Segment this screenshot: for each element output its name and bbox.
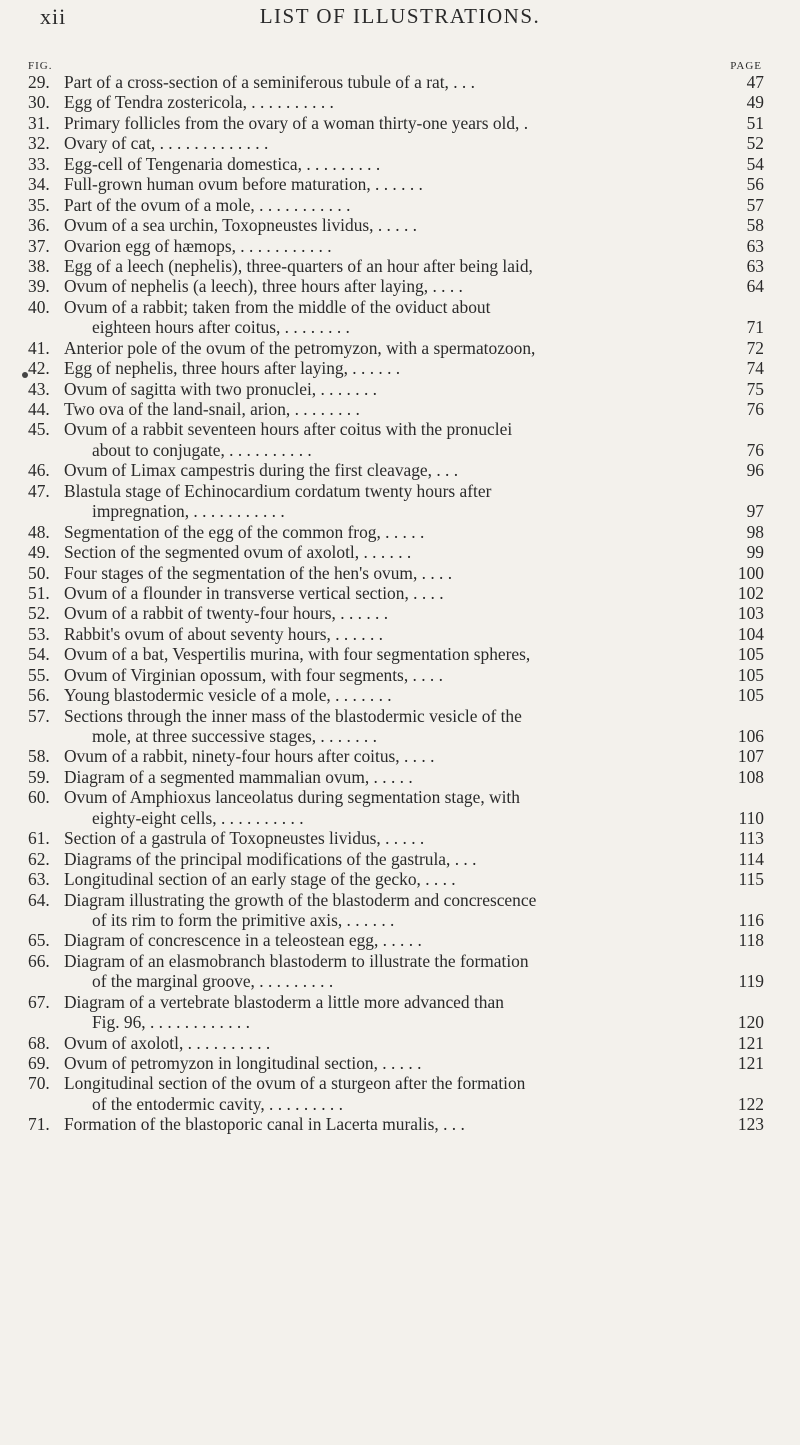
figure-number: 59. [28, 766, 50, 787]
figure-caption: Diagram of a segmented mammalian ovum, . . . . . [64, 766, 413, 787]
page-header [40, 0, 760, 40]
page-reference: 105 [737, 644, 764, 665]
figure-number: 52. [28, 603, 50, 624]
figure-caption: Diagrams of the principal modifications of the gastrula, . . . [64, 848, 477, 869]
list-item [0, 951, 800, 971]
figure-caption: Diagram of an elasmobranch blastoderm to illustrate the formation [64, 950, 529, 971]
figure-caption: Ovum of axolotl, . . . . . . . . . . [64, 1032, 271, 1053]
page-reference: 119 [738, 971, 764, 992]
figure-number: 64. [28, 889, 50, 910]
figure-caption: Four stages of the segmentation of the hen's ovum, . . . . [64, 562, 453, 583]
list-item [0, 256, 800, 276]
figure-number: 48. [28, 521, 50, 542]
list-item [0, 174, 800, 194]
figure-caption: Diagram illustrating the growth of the blastoderm and concrescence [64, 889, 537, 910]
figure-caption: Ovum of Limax campestris during the first cleavage, . . . [64, 460, 459, 481]
figure-caption: Ovum of a sea urchin, Toxopneustes lividus, . . . . . [64, 215, 417, 236]
figure-caption: Rabbit's ovum of about seventy hours, . . . . . . [64, 623, 384, 644]
page-reference: 121 [737, 1032, 764, 1053]
list-item [0, 726, 800, 746]
figure-caption: Full-grown human ovum before maturation, . . . . . . [64, 174, 423, 195]
page-reference: 114 [738, 848, 764, 869]
list-item [0, 1094, 800, 1114]
page-number: xii [40, 4, 67, 29]
figure-number: 68. [28, 1032, 50, 1053]
figure-caption: about to conjugate, . . . . . . . . . . [92, 439, 312, 460]
list-item [0, 195, 800, 215]
figure-number: 55. [28, 664, 50, 685]
figure-caption: Longitudinal section of the ovum of a sturgeon after the formation [64, 1073, 526, 1094]
figure-caption: Ovum of Virginian opossum, with four segments, . . . . [64, 664, 443, 685]
figure-caption: Egg of Tendra zostericola, . . . . . . . . . . [64, 92, 334, 113]
list-item [0, 358, 800, 378]
page-reference: 63 [746, 255, 764, 276]
list-item [0, 583, 800, 603]
figure-number: 65. [28, 930, 50, 951]
figure-number: 63. [28, 869, 50, 890]
page-reference: 71 [746, 317, 764, 338]
figure-caption: Blastula stage of Echinocardium cordatum twenty hours after [64, 480, 492, 501]
figure-number: 58. [28, 746, 50, 767]
page-reference: 54 [746, 153, 764, 174]
figure-caption: Ovary of cat, . . . . . . . . . . . . . [64, 133, 269, 154]
list-item [0, 215, 800, 235]
figure-number: 69. [28, 1053, 50, 1073]
figure-number: 71. [28, 1114, 50, 1135]
figure-number: 41. [28, 337, 50, 358]
list-item [0, 72, 800, 92]
figure-caption: Ovum of a rabbit seventeen hours after coitus with the pronuclei [64, 419, 513, 440]
list-item [0, 685, 800, 705]
figure-number: 54. [28, 644, 50, 665]
figure-number: 50. [28, 562, 50, 583]
list-item [0, 92, 800, 112]
figure-caption: Ovum of a rabbit, ninety-four hours after coitus, . . . . [64, 746, 435, 767]
list-item [0, 419, 800, 439]
list-item [0, 890, 800, 910]
page-reference: 104 [737, 623, 764, 644]
page-reference: 75 [746, 378, 764, 399]
figure-caption: Part of a cross-section of a seminiferous tubule of a rat, . . . [64, 72, 475, 92]
figure-caption: Ovum of sagitta with two pronuclei, . . . . . . . [64, 378, 377, 399]
illustration-list [0, 72, 800, 1135]
page-reference: 107 [737, 746, 764, 767]
page-reference: 98 [746, 521, 764, 542]
figure-number: 38. [28, 255, 50, 276]
list-item [0, 317, 800, 337]
page-reference: 102 [737, 582, 764, 603]
list-item [0, 133, 800, 153]
figure-number: 47. [28, 480, 50, 501]
page-reference: 115 [738, 869, 764, 890]
list-item [0, 338, 800, 358]
figure-number: 45. [28, 419, 50, 440]
figure-caption: Anterior pole of the ovum of the petromyzon, with a spermatozoon, [64, 337, 536, 358]
figure-caption: Formation of the blastoporic canal in Lacerta muralis, . . . [64, 1114, 465, 1135]
page-reference: 76 [746, 439, 764, 460]
list-item [0, 1012, 800, 1032]
figure-caption: of its rim to form the primitive axis, . . . . . . [92, 909, 395, 930]
list-item [0, 440, 800, 460]
figure-number: 42. [28, 358, 50, 379]
figure-number: 70. [28, 1073, 50, 1094]
figure-number: 29. [28, 72, 50, 92]
page-reference: 103 [737, 603, 764, 624]
page-reference: 123 [737, 1114, 764, 1135]
page-reference: 100 [737, 562, 764, 583]
page-reference: 76 [746, 399, 764, 419]
page-reference: 57 [746, 194, 764, 215]
figure-caption: Diagram of a vertebrate blastoderm a little more advanced than [64, 991, 504, 1012]
figure-caption: Ovum of a rabbit of twenty-four hours, . . . . . . [64, 603, 389, 624]
page-reference: 63 [746, 235, 764, 256]
figure-number: 51. [28, 582, 50, 603]
list-item [0, 746, 800, 766]
fig-column-label: FIG. [28, 60, 53, 72]
list-item [0, 767, 800, 787]
page-reference: 105 [737, 685, 764, 706]
figure-caption: Ovum of nephelis (a leech), three hours after laying, . . . . [64, 276, 463, 297]
figure-number: 61. [28, 828, 50, 849]
page-reference: 97 [746, 501, 764, 522]
list-item [0, 1053, 800, 1073]
figure-number: 66. [28, 950, 50, 971]
figure-caption: Sections through the inner mass of the blastodermic vesicle of the [64, 705, 522, 726]
list-item [0, 603, 800, 623]
list-item [0, 644, 800, 664]
page-reference: 58 [746, 215, 764, 236]
page-reference: 116 [738, 909, 764, 930]
figure-number: 43. [28, 378, 50, 399]
list-item [0, 971, 800, 991]
figure-number: 46. [28, 460, 50, 481]
figure-number: 53. [28, 623, 50, 644]
page-reference: 49 [746, 92, 764, 113]
figure-caption: Ovum of Amphioxus lanceolatus during segmentation stage, with [64, 787, 520, 808]
figure-caption: Part of the ovum of a mole, . . . . . . . . . . . [64, 194, 351, 215]
page-reference: 99 [746, 542, 764, 563]
figure-caption: Diagram of concrescence in a teleostean egg, . . . . . [64, 930, 422, 951]
figure-number: 31. [28, 112, 50, 133]
page-reference: 74 [746, 358, 764, 379]
list-item [0, 910, 800, 930]
page-reference: 47 [746, 72, 764, 92]
figure-number: 56. [28, 685, 50, 706]
list-item [0, 522, 800, 542]
list-item [0, 563, 800, 583]
figure-caption: eighty-eight cells, . . . . . . . . . . [92, 807, 304, 828]
list-item [0, 665, 800, 685]
figure-number: 36. [28, 215, 50, 236]
figure-number: 32. [28, 133, 50, 154]
page-reference: 120 [737, 1012, 764, 1033]
list-item [0, 460, 800, 480]
figure-number: 44. [28, 399, 50, 419]
page-reference: 122 [737, 1093, 764, 1114]
figure-number: 40. [28, 296, 50, 317]
figure-caption: Ovum of petromyzon in longitudinal section, . . . . . [64, 1053, 422, 1073]
list-item [0, 276, 800, 296]
page-reference: 52 [746, 133, 764, 154]
list-item [0, 113, 800, 133]
figure-number: 60. [28, 787, 50, 808]
list-item [0, 930, 800, 950]
figure-caption: Egg of a leech (nephelis), three-quarters of an hour after being laid, [64, 255, 533, 276]
list-item [0, 379, 800, 399]
figure-caption: Ovum of a bat, Vespertilis murina, with four segmentation spheres, [64, 644, 531, 665]
page-reference: 51 [746, 112, 764, 133]
figure-number: 34. [28, 174, 50, 195]
list-item [0, 154, 800, 174]
figure-caption: Segmentation of the egg of the common frog, . . . . . [64, 521, 425, 542]
list-item [0, 542, 800, 562]
figure-caption: Primary follicles from the ovary of a woman thirty-one years old, . [64, 112, 529, 133]
page-reference: 72 [746, 337, 764, 358]
figure-number: 37. [28, 235, 50, 256]
figure-number: 62. [28, 848, 50, 869]
page-column-label: PAGE [730, 60, 762, 72]
list-item [0, 297, 800, 317]
figure-caption: eighteen hours after coitus, . . . . . . . . [92, 317, 350, 338]
list-item [0, 706, 800, 726]
figure-number: 57. [28, 705, 50, 726]
figure-caption: Ovum of a flounder in transverse vertical section, . . . . [64, 582, 444, 603]
list-item [0, 1033, 800, 1053]
figure-caption: Section of the segmented ovum of axolotl, . . . . . . [64, 542, 412, 563]
list-item [0, 501, 800, 521]
list-item [0, 236, 800, 256]
figure-number: 49. [28, 542, 50, 563]
page-reference: 118 [738, 930, 764, 951]
figure-caption: Young blastodermic vesicle of a mole, . . . . . . . [64, 685, 392, 706]
figure-caption: of the marginal groove, . . . . . . . . . [92, 971, 334, 992]
figure-caption: Egg-cell of Tengenaria domestica, . . . . . . . . . [64, 153, 381, 174]
page-reference: 105 [737, 664, 764, 685]
page-reference: 113 [738, 828, 764, 849]
figure-number: 39. [28, 276, 50, 297]
list-item [0, 849, 800, 869]
page-reference: 56 [746, 174, 764, 195]
figure-caption: Section of a gastrula of Toxopneustes lividus, . . . . . [64, 828, 425, 849]
figure-caption: Ovum of a rabbit; taken from the middle of the oviduct about [64, 296, 491, 317]
page-reference: 106 [737, 726, 764, 746]
list-item [0, 1073, 800, 1093]
list-item [0, 869, 800, 889]
page-reference: 121 [737, 1053, 764, 1073]
list-item [0, 992, 800, 1012]
figure-number: 67. [28, 991, 50, 1012]
figure-caption: Egg of nephelis, three hours after laying, . . . . . . [64, 358, 401, 379]
page-reference: 64 [746, 276, 764, 297]
figure-number: 33. [28, 153, 50, 174]
figure-number: 35. [28, 194, 50, 215]
running-title: LIST OF ILLUSTRATIONS. [259, 4, 541, 28]
list-item [0, 624, 800, 644]
figure-caption: mole, at three successive stages, . . . . . . . [92, 726, 377, 746]
list-item [0, 787, 800, 807]
list-item [0, 481, 800, 501]
figure-caption: of the entodermic cavity, . . . . . . . . . [92, 1093, 343, 1114]
page-reference: 110 [738, 807, 764, 828]
list-item [0, 399, 800, 419]
figure-caption: impregnation, . . . . . . . . . . . [92, 501, 285, 522]
page-reference: 108 [737, 766, 764, 787]
list-item [0, 808, 800, 828]
figure-caption: Ovarion egg of hæmops, . . . . . . . . . . . [64, 235, 332, 256]
list-item [0, 828, 800, 848]
figure-caption: Fig. 96, . . . . . . . . . . . . [92, 1012, 250, 1033]
figure-number: 30. [28, 92, 50, 113]
figure-caption: Two ova of the land-snail, arion, . . . . . . . . [64, 399, 360, 419]
figure-caption: Longitudinal section of an early stage of the gecko, . . . . [64, 869, 456, 890]
page-reference: 96 [746, 460, 764, 481]
list-item [0, 1114, 800, 1134]
